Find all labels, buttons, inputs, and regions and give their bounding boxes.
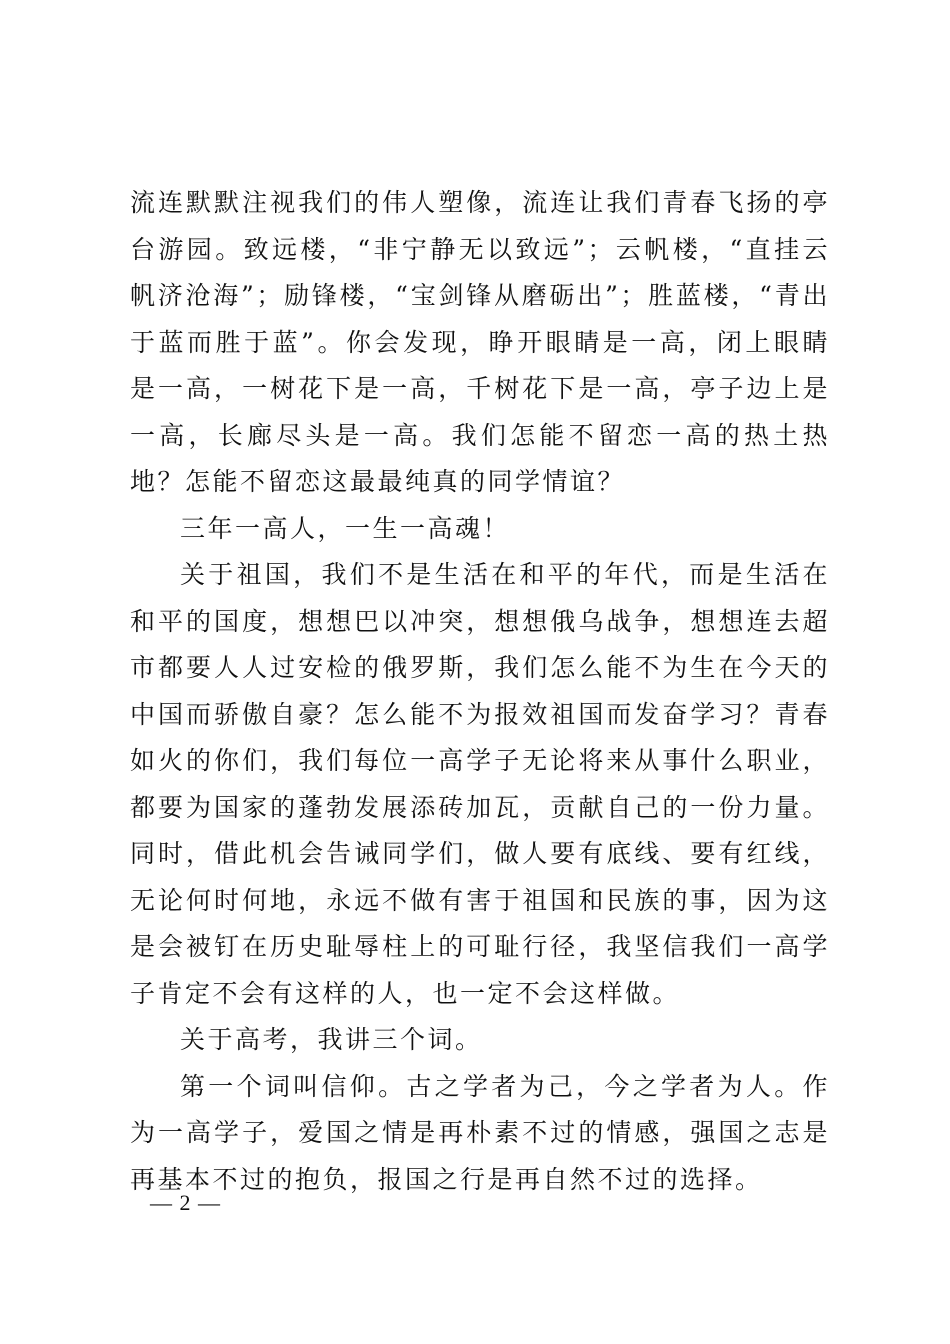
body-text — [130, 180, 830, 1203]
paragraph-continuation: 流连默默注视我们的伟人塑像，流连让我们青春飞扬的亭台游园。致远楼，“非宁静无以致远”；云帆楼，“直挂云帆济沧海”；励锋楼，“宝剑锋从磨砺出”；胜蓝楼，“青出于蓝而胜于蓝”。你会发现，睁开眼睛是一高，闭上眼睛是一高，一树花下是一高，千树花下是一高，亭子边上是一高，长廊尽头是一高。我们怎能不留恋一高的热土热地？怎能不留恋这最最纯真的同学情谊？ — [130, 188, 830, 496]
paragraph-motherland: 关于祖国，我们不是生活在和平的年代，而是生活在和平的国度，想想巴以冲突，想想俄乌战争，想想连去超市都要人人过安检的俄罗斯，我们怎么能不为生在今天的中国而骄傲自豪？怎么能不为报效祖国而发奋学习？青春如火的你们，我们每位一高学子无论将来从事什么职业，都要为国家的蓬勃发展添砖加瓦，贡献自己的一份力量。同时，借此机会告诫同学们，做人要有底线、要有红线，无论何时何地，永远不做有害于祖国和民族的事，因为这是会被钉在历史耻辱柱上的可耻行径，我坚信我们一高学子肯定不会有这样的人，也一定不会这样做。 — [130, 560, 830, 1008]
paragraph-faith: 第一个词叫信仰。古之学者为己，今之学者为人。作为一高学子，爱国之情是再朴素不过的情感，强国之志是再基本不过的抱负，报国之行是再自然不过的选择。 — [130, 1071, 830, 1194]
paragraph-motto: 三年一高人，一生一高魂！ — [180, 513, 511, 543]
page-number: — 2 — — [150, 1190, 221, 1215]
paragraph-gaokao-intro: 关于高考，我讲三个词。 — [180, 1025, 483, 1054]
